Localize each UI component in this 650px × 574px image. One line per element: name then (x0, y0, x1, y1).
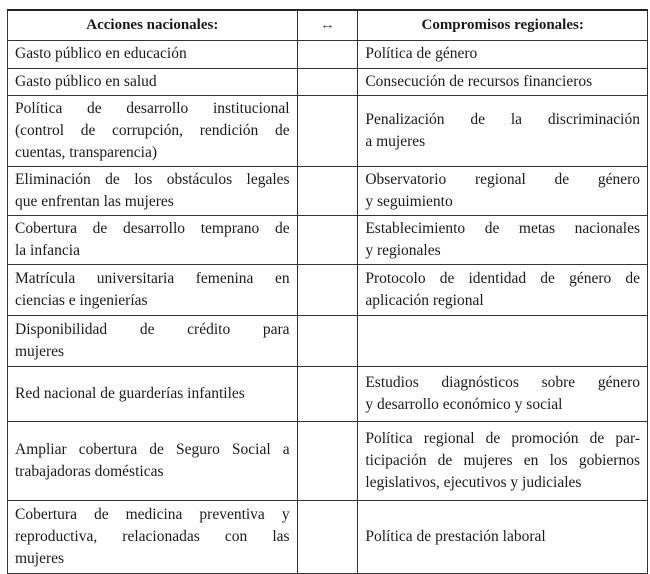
actions-commitments-table (7, 9, 648, 574)
accion-nacional-cell (8, 366, 298, 421)
compromiso-regional-cell (358, 315, 648, 366)
accion-nacional-cell (8, 166, 298, 215)
cell-text-line: Gasto público en salud (15, 72, 157, 90)
cell-text-line: Consecución de recursos financieros (365, 72, 593, 90)
accion-nacional-cell (8, 264, 298, 315)
table-row (8, 95, 648, 166)
compromiso-regional-cell (358, 366, 648, 421)
cell-text-line: Protocolo de identidad de género de (365, 269, 640, 287)
cell-text-line: ciencias e ingenierías (15, 291, 148, 309)
accion-nacional-cell (8, 95, 298, 166)
compromiso-regional-cell (358, 68, 648, 95)
header-compromisos-regionales: Compromisos regionales: (358, 10, 648, 40)
cell-text-line: Observatorio regional de género (365, 170, 640, 188)
cell-text-line: Establecimiento de metas nacionales (365, 219, 640, 237)
cell-text-line: Política de prestación laboral (365, 527, 546, 545)
table-row (8, 500, 648, 573)
table-row (8, 215, 648, 264)
cell-text-line: mujeres (15, 549, 65, 567)
compromiso-regional-cell (358, 215, 648, 264)
link-cell (297, 315, 358, 366)
cell-text-line: Disponibilidad de crédito para (15, 320, 290, 338)
cell-text-line: aplicación regional (365, 291, 484, 309)
cell-text-line: que enfrentan las mujeres (15, 192, 174, 210)
accion-nacional-cell (8, 40, 298, 68)
link-cell (297, 264, 358, 315)
accion-nacional-cell (8, 315, 298, 366)
compromiso-regional-cell (358, 166, 648, 215)
table-row (8, 264, 648, 315)
link-cell (297, 166, 358, 215)
link-cell (297, 40, 358, 68)
cell-text-line: Política de desarrollo institucional (15, 99, 290, 117)
table-row (8, 68, 648, 95)
cell-text-line: Estudios diagnósticos sobre género (365, 373, 640, 391)
table-row (8, 166, 648, 215)
cell-text-line: (control de corrupción, rendición de (15, 121, 290, 139)
header-bidirectional-arrow-icon: ↔ (297, 10, 358, 40)
cell-text-line: a mujeres (365, 132, 426, 150)
cell-text-line: Eliminación de los obstáculos legales (15, 170, 290, 188)
table-row (8, 40, 648, 68)
table-header-row (8, 10, 648, 40)
table-row (8, 421, 648, 500)
cell-text-line: cuentas, transparencia) (15, 143, 158, 161)
cell-text-line: la infancia (15, 241, 80, 259)
compromiso-regional-cell (358, 40, 648, 68)
cell-text-line: y seguimiento (365, 192, 453, 210)
cell-text-line: Gasto público en educación (15, 45, 187, 62)
cell-text-line: Red nacional de guarderías infantiles (15, 384, 245, 402)
link-cell (297, 68, 358, 95)
cell-text-line: y regionales (365, 241, 441, 259)
link-cell (297, 421, 358, 500)
cell-text-line: Cobertura de medicina preventiva y (15, 505, 290, 523)
cell-text-line: Política regional de promoción de par- (365, 429, 640, 447)
cell-text-line: mujeres (15, 342, 65, 360)
cell-text-line: Política de género (365, 45, 478, 62)
table-row (8, 315, 648, 366)
cell-text-line: Cobertura de desarrollo temprano de (15, 219, 290, 237)
compromiso-regional-cell (358, 500, 648, 573)
cell-text-line: Penalización de la discriminación (365, 110, 640, 128)
cell-text-line: legislativos, ejecutivos y judiciales (365, 473, 582, 491)
compromiso-regional-cell (358, 421, 648, 500)
accion-nacional-cell (8, 215, 298, 264)
cell-text-line: y desarrollo económico y social (365, 395, 563, 413)
cell-text-line: reproductiva, relacionadas con las (15, 527, 290, 545)
table-row (8, 366, 648, 421)
compromiso-regional-cell (358, 264, 648, 315)
compromiso-regional-cell (358, 95, 648, 166)
link-cell (297, 215, 358, 264)
link-cell (297, 366, 358, 421)
accion-nacional-cell (8, 68, 298, 95)
header-acciones-nacionales: Acciones nacionales: (8, 10, 298, 40)
cell-text-line: Matrícula universitaria femenina en (15, 269, 290, 287)
cell-text-line: trabajadoras domésticas (15, 462, 164, 480)
cell-text-line: ticipación de mujeres en los gobiernos (365, 451, 640, 469)
accion-nacional-cell (8, 421, 298, 500)
cell-text-line: Ampliar cobertura de Seguro Social a (15, 440, 290, 458)
link-cell (297, 95, 358, 166)
link-cell (297, 500, 358, 573)
accion-nacional-cell (8, 500, 298, 573)
